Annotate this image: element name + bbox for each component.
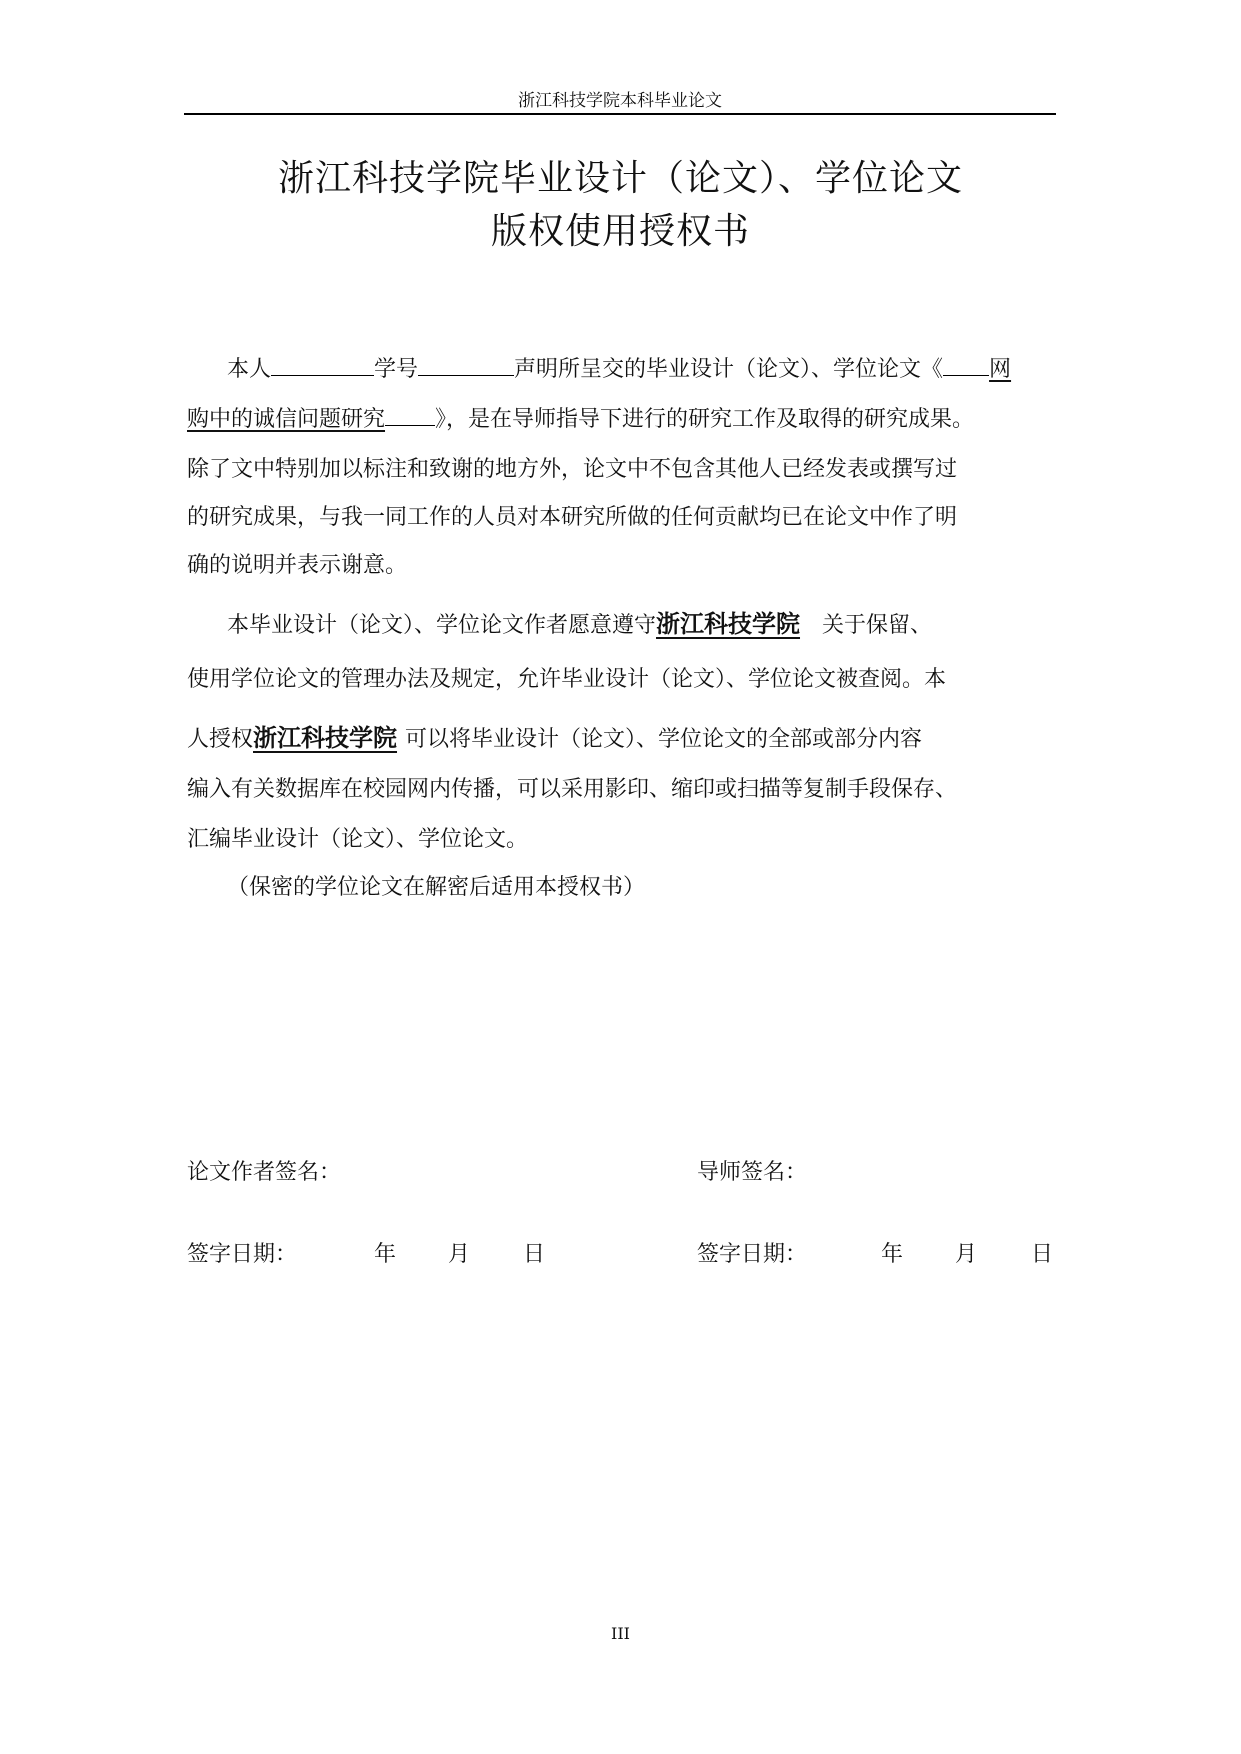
paragraph-line: 使用学位论文的管理办法及规定，允许毕业设计（论文）、学位论文被查阅。本 [187, 667, 947, 692]
thesis-title-tail-blank [385, 403, 435, 426]
author-date-label: 签字日期： [187, 1242, 298, 1267]
school-name-highlight: 浙江科技学院 [656, 610, 801, 638]
author-signature-label: 论文作者签名： [187, 1160, 342, 1185]
thesis-title-part2: 购中的诚信问题研究 [187, 407, 386, 432]
thesis-title-part1: 网 [989, 357, 1012, 382]
header-rule [184, 113, 1056, 115]
confidential-note: （保密的学位论文在解密后适用本授权书） [227, 875, 646, 900]
author-date-year: 年 [374, 1242, 397, 1267]
document-title-line2: 版权使用授权书 [490, 211, 750, 252]
paragraph-line: 除了文中特别加以标注和致谢的地方外，论文中不包含其他人已经发表或撰写过 [187, 457, 958, 482]
running-header: 浙江科技学院本科毕业论文 [518, 91, 722, 111]
advisor-date-year: 年 [881, 1242, 904, 1267]
thesis-title-blank [943, 353, 989, 376]
document-title-line1: 浙江科技学院毕业设计（论文）、学位论文 [277, 158, 963, 199]
paragraph-line: 汇编毕业设计（论文）、学位论文。 [187, 827, 529, 852]
text-segment: 本毕业设计（论文）、学位论文作者愿意遵守 [227, 613, 657, 638]
advisor-date-day: 日 [1031, 1242, 1054, 1267]
author-date-day: 日 [523, 1242, 546, 1267]
advisor-date-month: 月 [955, 1242, 978, 1267]
text-segment: 可以将毕业设计（论文）、学位论文的全部或部分内容 [405, 727, 923, 752]
paragraph-line: 确的说明并表示谢意。 [187, 553, 408, 578]
advisor-signature-label: 导师签名： [697, 1160, 808, 1185]
student-id-blank [418, 353, 514, 376]
paragraph-line: 编入有关数据库在校园网内传播，可以采用影印、缩印或扫描等复制手段保存、 [187, 777, 958, 802]
page-number: III [611, 1624, 630, 1643]
text-segment: 声明所呈交的毕业设计（论文）、学位论文《 [514, 357, 944, 382]
school-name-highlight: 浙江科技学院 [253, 724, 398, 752]
author-date-month: 月 [448, 1242, 471, 1267]
text-segment: 关于保留、 [822, 613, 933, 638]
text-segment: 》，是在导师指导下进行的研究工作及取得的研究成果。 [435, 407, 975, 432]
text-segment: 本人 [227, 357, 272, 382]
paragraph-line: 的研究成果，与我一同工作的人员对本研究所做的任何贡献均已在论文中作了明 [187, 505, 958, 530]
text-segment: 人授权 [187, 727, 254, 752]
name-blank [271, 353, 374, 376]
text-segment: 学号 [374, 357, 419, 382]
advisor-date-label: 签字日期： [697, 1242, 808, 1267]
